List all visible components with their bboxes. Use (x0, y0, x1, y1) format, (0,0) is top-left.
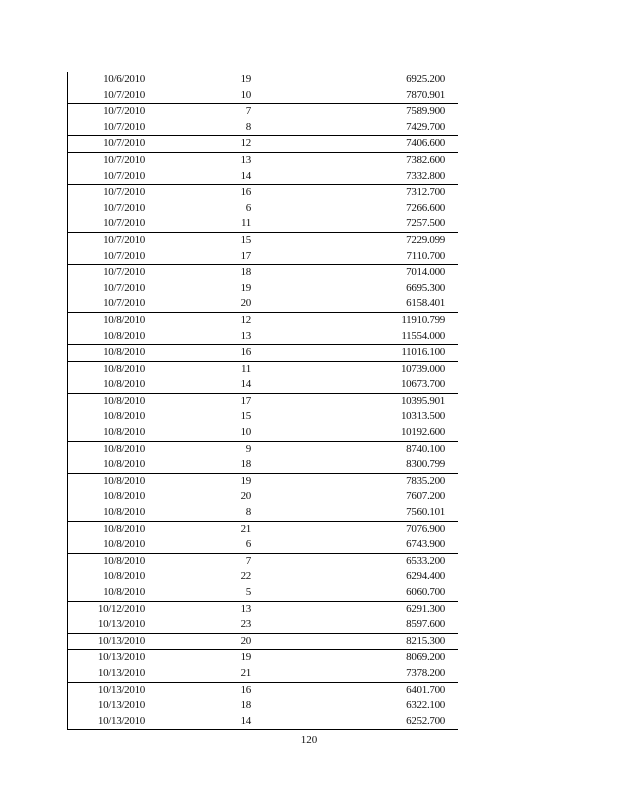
table-row (68, 409, 458, 425)
date-cell: 10/8/2010 (103, 346, 145, 359)
table-row (68, 281, 458, 297)
date-cell: 10/8/2010 (103, 313, 145, 326)
value-cell: 7312.700 (406, 186, 445, 199)
date-cell: 10/8/2010 (103, 554, 145, 567)
value-cell: 10673.700 (400, 378, 445, 391)
value-cell: 10313.500 (400, 410, 445, 423)
date-cell: 10/8/2010 (103, 474, 145, 487)
table-row (68, 312, 458, 329)
number-cell: 8 (245, 506, 251, 519)
value-cell: 6322.100 (406, 699, 445, 712)
number-cell: 23 (240, 618, 251, 631)
table-row (68, 72, 458, 88)
table-row (68, 120, 458, 136)
number-cell: 18 (240, 699, 251, 712)
table-row (68, 329, 458, 345)
date-cell: 10/8/2010 (103, 570, 145, 583)
value-cell: 6060.700 (406, 586, 445, 598)
number-cell: 14 (240, 714, 251, 727)
number-cell: 11 (241, 362, 251, 375)
date-cell: 10/8/2010 (103, 378, 145, 391)
table-row (68, 425, 458, 441)
table-row (68, 88, 458, 104)
table-row (68, 649, 458, 666)
value-cell: 8597.600 (406, 618, 445, 631)
date-cell: 10/8/2010 (103, 490, 145, 503)
table-row (68, 152, 458, 169)
value-cell: 7257.500 (406, 217, 445, 230)
number-cell: 9 (245, 442, 251, 455)
number-cell: 13 (240, 153, 251, 166)
table-row (68, 682, 458, 699)
number-cell: 17 (240, 394, 251, 407)
date-cell: 10/8/2010 (103, 522, 145, 535)
date-cell: 10/7/2010 (103, 266, 145, 279)
date-cell: 10/13/2010 (97, 618, 145, 631)
date-cell: 10/8/2010 (103, 458, 145, 471)
table-row (68, 714, 458, 730)
number-cell: 21 (240, 666, 251, 679)
value-cell: 7014.000 (406, 266, 445, 279)
number-cell: 21 (240, 522, 251, 535)
table-row (68, 393, 458, 410)
table-row (68, 505, 458, 521)
table-row (68, 521, 458, 538)
date-cell: 10/13/2010 (97, 634, 145, 647)
number-cell: 8 (245, 120, 251, 133)
value-cell: 6925.200 (406, 73, 445, 85)
table-row (68, 201, 458, 217)
page-number: 120 (300, 734, 318, 746)
date-cell: 10/7/2010 (103, 233, 145, 246)
value-cell: 6695.300 (406, 281, 445, 294)
date-cell: 10/8/2010 (103, 362, 145, 375)
value-cell: 7835.200 (406, 474, 445, 487)
value-cell: 7607.200 (406, 490, 445, 503)
number-cell: 10 (240, 88, 251, 101)
date-cell: 10/8/2010 (103, 506, 145, 519)
date-cell: 10/13/2010 (97, 666, 145, 679)
value-cell: 11910.799 (401, 313, 445, 326)
date-cell: 10/13/2010 (97, 714, 145, 727)
table-row (68, 666, 458, 682)
date-cell: 10/8/2010 (103, 329, 145, 342)
date-cell: 10/13/2010 (97, 683, 145, 696)
table-row (68, 537, 458, 553)
value-cell: 10739.000 (400, 362, 445, 375)
date-cell: 10/6/2010 (103, 73, 145, 85)
value-cell: 6743.900 (406, 538, 445, 551)
value-cell: 11016.100 (401, 346, 445, 359)
value-cell: 6401.700 (406, 683, 445, 696)
value-cell: 7870.901 (406, 88, 445, 101)
date-cell: 10/7/2010 (103, 281, 145, 294)
number-cell: 15 (240, 410, 251, 423)
number-cell: 18 (240, 458, 251, 471)
date-cell: 10/7/2010 (103, 153, 145, 166)
value-cell: 7560.101 (406, 506, 445, 519)
date-cell: 10/8/2010 (103, 394, 145, 407)
date-cell: 10/7/2010 (103, 217, 145, 230)
number-cell: 10 (240, 426, 251, 439)
date-cell: 10/7/2010 (103, 297, 145, 310)
number-cell: 18 (240, 266, 251, 279)
value-cell: 7429.700 (406, 120, 445, 133)
number-cell: 13 (240, 602, 251, 615)
table-row (68, 441, 458, 458)
table-row (68, 617, 458, 633)
table-row (68, 232, 458, 249)
value-cell: 7266.600 (406, 201, 445, 214)
table-row (68, 169, 458, 185)
date-cell: 10/13/2010 (97, 651, 145, 664)
date-cell: 10/7/2010 (103, 169, 145, 182)
number-cell: 7 (245, 105, 251, 118)
date-cell: 10/8/2010 (103, 410, 145, 423)
table-row (68, 135, 458, 152)
data-table (67, 72, 458, 730)
number-cell: 6 (245, 538, 251, 551)
value-cell: 7378.200 (406, 666, 445, 679)
table-row (68, 601, 458, 618)
date-cell: 10/8/2010 (103, 586, 145, 598)
number-cell: 5 (245, 586, 251, 598)
date-cell: 10/7/2010 (103, 201, 145, 214)
value-cell: 8215.300 (406, 634, 445, 647)
value-cell: 7332.800 (406, 169, 445, 182)
number-cell: 16 (240, 186, 251, 199)
number-cell: 15 (240, 233, 251, 246)
value-cell: 8740.100 (406, 442, 445, 455)
date-cell: 10/13/2010 (97, 699, 145, 712)
number-cell: 14 (240, 169, 251, 182)
table-row (68, 489, 458, 505)
value-cell: 7406.600 (406, 137, 445, 150)
number-cell: 17 (240, 249, 251, 262)
table-row (68, 457, 458, 473)
number-cell: 11 (241, 217, 251, 230)
date-cell: 10/12/2010 (97, 602, 145, 615)
value-cell: 6291.300 (406, 602, 445, 615)
number-cell: 12 (240, 137, 251, 150)
number-cell: 19 (240, 281, 251, 294)
value-cell: 7076.900 (406, 522, 445, 535)
table-row (68, 264, 458, 281)
date-cell: 10/7/2010 (103, 186, 145, 199)
value-cell: 7382.600 (406, 153, 445, 166)
number-cell: 19 (240, 651, 251, 664)
number-cell: 13 (240, 329, 251, 342)
date-cell: 10/7/2010 (103, 137, 145, 150)
table-row (68, 103, 458, 120)
value-cell: 10192.600 (400, 426, 445, 439)
number-cell: 7 (245, 554, 251, 567)
value-cell: 8300.799 (406, 458, 445, 471)
table-row (68, 344, 458, 361)
value-cell: 10395.901 (400, 394, 445, 407)
table-row (68, 216, 458, 232)
table-row (68, 377, 458, 393)
value-cell: 7110.700 (406, 249, 445, 262)
number-cell: 19 (240, 474, 251, 487)
number-cell: 16 (240, 346, 251, 359)
value-cell: 6294.400 (406, 570, 445, 583)
value-cell: 11554.000 (401, 329, 445, 342)
table-row (68, 249, 458, 265)
number-cell: 12 (240, 313, 251, 326)
number-cell: 16 (240, 683, 251, 696)
value-cell: 8069.200 (406, 651, 445, 664)
table-row (68, 361, 458, 378)
date-cell: 10/7/2010 (103, 88, 145, 101)
date-cell: 10/8/2010 (103, 426, 145, 439)
number-cell: 14 (240, 378, 251, 391)
value-cell: 6533.200 (406, 554, 445, 567)
table-row (68, 184, 458, 201)
table-row (68, 633, 458, 650)
number-cell: 6 (245, 201, 251, 214)
number-cell: 20 (240, 297, 251, 310)
date-cell: 10/7/2010 (103, 249, 145, 262)
date-cell: 10/7/2010 (103, 120, 145, 133)
value-cell: 6252.700 (406, 714, 445, 727)
table-row (68, 585, 458, 601)
number-cell: 19 (240, 73, 251, 85)
table-row (68, 296, 458, 312)
date-cell: 10/7/2010 (103, 105, 145, 118)
value-cell: 7229.099 (406, 233, 445, 246)
number-cell: 20 (240, 634, 251, 647)
table-row (68, 569, 458, 585)
date-cell: 10/8/2010 (103, 538, 145, 551)
table-row (68, 553, 458, 570)
number-cell: 22 (240, 570, 251, 583)
date-cell: 10/8/2010 (103, 442, 145, 455)
value-cell: 7589.900 (406, 105, 445, 118)
table-row (68, 698, 458, 714)
number-cell: 20 (240, 490, 251, 503)
table-row (68, 473, 458, 490)
value-cell: 6158.401 (406, 297, 445, 310)
